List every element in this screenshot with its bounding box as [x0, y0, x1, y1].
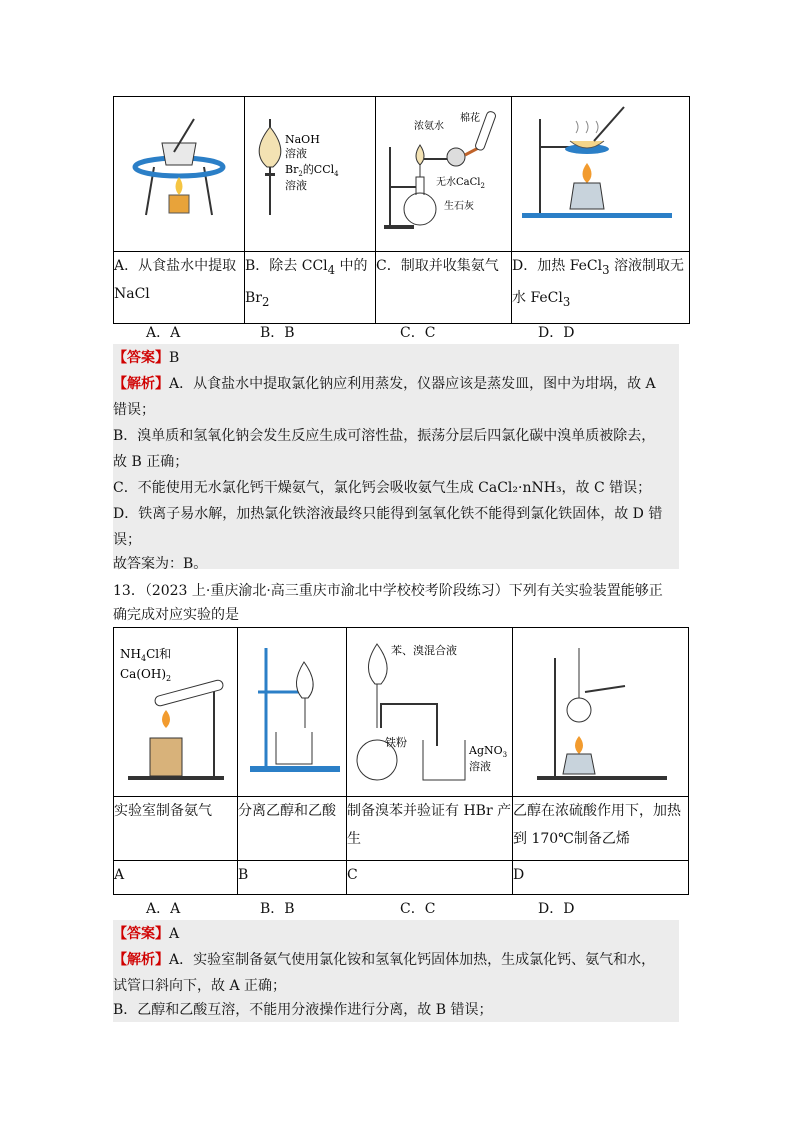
- cotton-label: 棉花: [460, 113, 480, 124]
- q13-option-b: B．B: [260, 901, 295, 917]
- q12-image-a: [114, 97, 245, 252]
- q12-desc-c: C．制取并收集氨气: [376, 252, 512, 324]
- q13-analysis-line-1: 【解析】A．实验室制备氨气使用氯化铵和氢氧化钙固体加热，生成氯化钙、氨气和水，: [113, 952, 656, 968]
- q13-image-d: [513, 628, 689, 797]
- solution-label: 溶液: [285, 147, 307, 160]
- q13-image-a: [114, 628, 238, 797]
- br2-ccl4-label: $Br_2$的CCl$_4$: [285, 163, 339, 178]
- q12-option-a: A．A: [146, 325, 181, 341]
- q12-desc-a: A．从食盐水中提取 NaCl: [114, 252, 245, 324]
- q12-analysis-line-8: 故答案为：B。: [113, 556, 208, 572]
- q13-option-a: A．A: [146, 901, 181, 917]
- q13-letter-b: B: [238, 861, 347, 895]
- q13-desc-a: 实验室制备氨气: [114, 797, 238, 861]
- q13-option-c: C．C: [400, 901, 436, 917]
- cacl2-label: 无水CaCl$_2$: [436, 177, 485, 190]
- ammonia-setup-icon: [114, 628, 237, 792]
- heating-fecl3-icon: [512, 97, 689, 247]
- iron-powder-label: 铁粉: [385, 736, 407, 749]
- q13-table: [113, 627, 689, 895]
- q13-option-d: D．D: [538, 901, 575, 917]
- q13-stem-line-2: 确完成对应实验的是: [113, 607, 239, 623]
- q13-desc-d: 乙醇在浓硫酸作用下，加热到 170℃制备乙烯: [513, 797, 689, 861]
- q12-analysis-line-5: C．不能使用无水氯化钙干燥氨气，氯化钙会吸收氨气生成 CaCl₂·nNH₃，故 C 错误；: [113, 480, 652, 496]
- q12-desc-b: B．除去 CCl$_4$ 中的 $Br_2$: [245, 252, 376, 324]
- q12-analysis-line-7: 误；: [113, 532, 141, 548]
- bromobenzene-setup-icon: [347, 628, 512, 792]
- benzene-bromine-label: 苯、溴混合液: [391, 644, 457, 657]
- caoh2-label: $Ca(OH)_2$: [120, 667, 172, 683]
- q12-table: [113, 96, 690, 324]
- agno3-label: AgNO$_3$: [469, 744, 508, 759]
- q13-analysis-line-2: 试管口斜向下，故 A 正确；: [113, 978, 287, 994]
- naoh-label: NaOH: [285, 133, 320, 146]
- q13-analysis-line-3: B．乙醇和乙酸互溶，不能用分液操作进行分离，故 B 错误；: [113, 1002, 493, 1018]
- q12-analysis-line-6: D．铁离子易水解，加热氯化铁溶液最终只能得到氢氧化铁不能得到氯化铁固体，故 D 错: [113, 506, 663, 522]
- q13-letter-a: A: [114, 861, 238, 895]
- q12-image-d: [512, 97, 690, 252]
- q12-answer: 【答案】B: [113, 350, 180, 366]
- q12-analysis-line-2: 错误；: [113, 402, 155, 418]
- nh4cl-label: $NH_4Cl$和: [120, 647, 172, 663]
- q12-option-b: B．B: [260, 325, 295, 341]
- q13-image-b: [238, 628, 347, 797]
- q12-analysis-line-1: 【解析】A．从食盐水中提取氯化钠应利用蒸发，仪器应该是蒸发皿，图中为坩埚，故 A: [113, 376, 656, 392]
- q12-desc-d: D．加热 FeCl$_3$ 溶液制取无水 FeCl$_3$: [512, 252, 690, 324]
- q13-desc-b: 分离乙醇和乙酸: [238, 797, 347, 861]
- q12-analysis-line-3: B．溴单质和氢氧化钠会发生反应生成可溶性盐，振荡分层后四氯化碳中溴单质被除去，: [113, 428, 656, 444]
- q12-image-c: [376, 97, 512, 252]
- solution-label-2: 溶液: [285, 179, 307, 192]
- q12-analysis-line-4: 故 B 正确；: [113, 454, 189, 470]
- solution-label-3: 溶液: [469, 760, 491, 773]
- q12-option-d: D．D: [538, 325, 575, 341]
- q13-letter-c: C: [347, 861, 513, 895]
- q12-option-c: C．C: [400, 325, 436, 341]
- ammonia-preparation-icon: [376, 97, 511, 247]
- q13-desc-c: 制备溴苯并验证有 HBr 产生: [347, 797, 513, 861]
- ammonia-water-label: 浓氨水: [414, 121, 444, 132]
- ethylene-setup-icon: [513, 628, 688, 792]
- separation-setup-icon: [238, 628, 346, 792]
- q13-answer: 【答案】A: [113, 926, 180, 942]
- q13-stem-line-1: 13．（2023 上·重庆渝北·高三重庆市渝北中学校校考阶段练习）下列有关实验装置能够正: [113, 583, 663, 599]
- q13-image-c: [347, 628, 513, 797]
- evaporation-apparatus-icon: [114, 97, 244, 247]
- separatory-funnel-icon: [245, 97, 375, 247]
- quicklime-label: 生石灰: [444, 201, 474, 212]
- q13-letter-d: D: [513, 861, 689, 895]
- q12-image-b: [245, 97, 376, 252]
